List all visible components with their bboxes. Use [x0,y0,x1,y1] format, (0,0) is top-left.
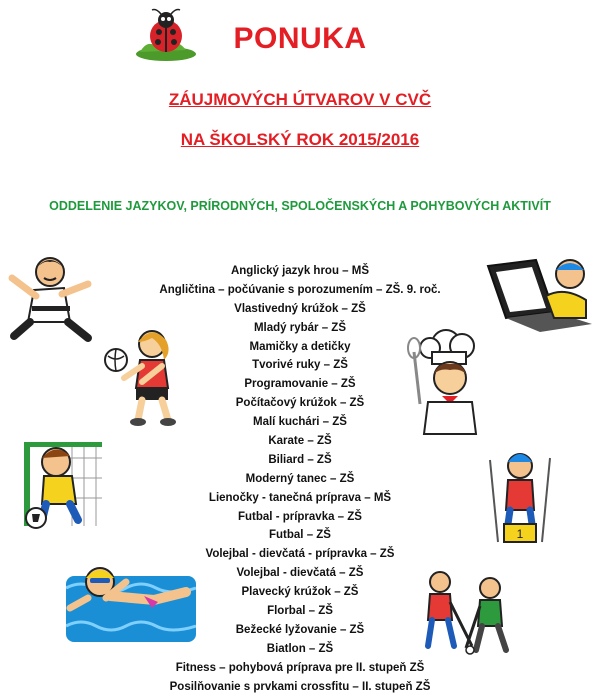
list-item: Plavecký krúžok – ZŠ [241,586,359,599]
list-item: Angličtina – počúvanie s porozumením – ZŠ. 9. roč. [159,283,441,296]
volleyball-girl-illustration [102,326,192,428]
subtitle-line-1: ZÁUJMOVÝCH ÚTVAROV V CVČ [168,90,432,109]
list-item: Posilňovanie s prvkami crossfitu – II. stupeň ZŠ [169,680,431,693]
soccer-goalkeeper-illustration [22,438,104,530]
list-item: Moderný tanec – ZŠ [245,472,355,485]
page-title: PONUKA [233,22,367,55]
department-heading: ODDELENIE JAZYKOV, PRÍRODNÝCH, SPOLOČENSKÝCH A POHYBOVÝCH AKTIVÍT [49,199,551,213]
list-item: Biliard – ZŠ [268,453,332,466]
list-item: Programovanie – ZŠ [244,378,356,391]
list-item: Lienočky - tanečná príprava – MŠ [208,491,392,504]
karate-kid-illustration [4,250,100,346]
list-item: Mladý rybár – ZŠ [253,321,347,334]
floorball-kids-illustration [410,566,520,656]
list-item: Mamičky a detičky [249,340,351,353]
list-item: Bežecké lyžovanie – ZŠ [235,623,365,636]
list-item: Futbal - prípravka – ZŠ [238,510,362,523]
chef-girl-illustration [404,326,500,436]
list-item: Tvorivé ruky – ZŠ [252,359,348,372]
list-item: Počítačový krúžok – ZŠ [235,397,365,410]
svg-text:1: 1 [516,527,524,541]
list-item: Anglický jazyk hrou – MŠ [230,265,370,277]
list-item: Biatlon – ZŠ [266,642,334,655]
list-item: Fitness – pohybová príprava pre II. stupeň ZŠ [175,661,425,674]
skier-podium-illustration [478,444,560,544]
list-item: Futbal – ZŠ [269,529,331,542]
laptop-boy-illustration [484,256,596,338]
list-item: Karate – ZŠ [268,435,332,448]
list-item: Florbal – ZŠ [267,605,333,618]
list-item: Volejbal - dievčatá - prípravka – ZŠ [205,548,395,561]
list-item: Vlastivedný krúžok – ZŠ [234,302,366,315]
list-item: Malí kuchári – ZŠ [253,416,347,429]
list-item: Volejbal - dievčatá – ZŠ [236,567,364,580]
swimmer-illustration [66,556,196,646]
subtitle-line-2: NA ŠKOLSKÝ ROK 2015/2016 [180,130,420,149]
